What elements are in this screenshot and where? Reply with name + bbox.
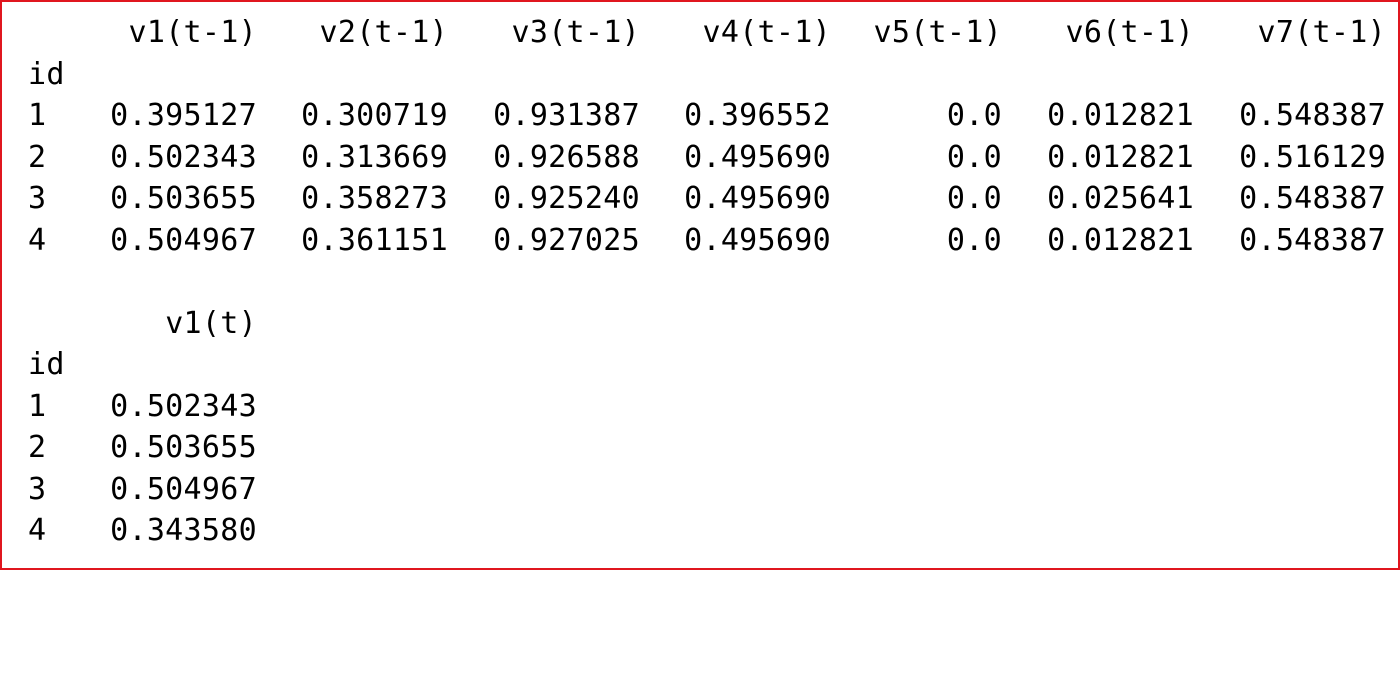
table1-index-name-row — [28, 54, 1390, 96]
table1-header-row — [28, 12, 1390, 54]
table-cell: 0.396552 — [684, 98, 831, 133]
row-index: 1 — [28, 98, 47, 133]
table-cell: 0.931387 — [493, 98, 640, 133]
table-cell: 0.548387 — [1239, 98, 1386, 133]
row-index: 3 — [28, 181, 47, 216]
table-separator — [28, 261, 1390, 303]
column-header: v4(t-1) — [702, 15, 831, 50]
table-cell: 0.548387 — [1239, 181, 1386, 216]
table2-header-row — [28, 303, 1390, 345]
column-header: v5(t-1) — [873, 15, 1002, 50]
table-cell: 0.927025 — [493, 222, 640, 258]
table-cell: 0.358273 — [301, 181, 448, 216]
table-cell: 0.012821 — [1047, 139, 1194, 175]
table2-index-name-row — [28, 344, 1390, 386]
table-row — [28, 220, 1390, 262]
table-row — [28, 178, 1390, 220]
table-cell: 0.504967 — [110, 471, 257, 507]
table-cell: 0.548387 — [1239, 222, 1386, 258]
table-row — [28, 469, 1390, 511]
table-cell: 0.504967 — [110, 222, 257, 258]
table-cell: 0.012821 — [1047, 222, 1194, 258]
table-cell: 0.0 — [946, 222, 1002, 258]
table-cell: 0.502343 — [110, 388, 257, 424]
table-row — [28, 95, 1390, 137]
column-header: v7(t-1) — [1257, 15, 1386, 50]
column-header: v3(t-1) — [511, 15, 640, 50]
table-cell: 0.495690 — [684, 181, 831, 216]
table-cell: 0.503655 — [110, 181, 257, 216]
table-cell: 0.313669 — [301, 139, 448, 175]
table-cell: 0.502343 — [110, 139, 257, 175]
dataframe-output — [28, 12, 1390, 552]
column-header: v1(t-1) — [128, 15, 257, 50]
table-row — [28, 510, 1390, 552]
column-header: v2(t-1) — [319, 15, 448, 50]
table-cell: 0.0 — [946, 181, 1002, 216]
table-cell: 0.516129 — [1239, 139, 1386, 175]
row-index: 4 — [28, 222, 47, 258]
table-row — [28, 427, 1390, 469]
row-index: 2 — [28, 430, 47, 465]
table-cell: 0.025641 — [1047, 181, 1194, 216]
index-name: id — [28, 56, 65, 92]
table-row — [28, 137, 1390, 179]
table-cell: 0.0 — [946, 139, 1002, 175]
table-row — [28, 386, 1390, 428]
table-cell: 0.0 — [946, 98, 1002, 133]
table-cell: 0.395127 — [110, 98, 257, 133]
row-index: 1 — [28, 388, 47, 424]
table-cell: 0.495690 — [684, 222, 831, 258]
index-name: id — [28, 347, 65, 382]
table-cell: 0.925240 — [493, 181, 640, 216]
row-index: 4 — [28, 513, 47, 548]
table-cell: 0.300719 — [301, 98, 448, 133]
table-cell: 0.361151 — [301, 222, 448, 258]
column-header: v6(t-1) — [1065, 15, 1194, 50]
table-cell: 0.012821 — [1047, 98, 1194, 133]
column-header: v1(t) — [165, 305, 257, 341]
table-cell: 0.495690 — [684, 139, 831, 175]
row-index: 3 — [28, 471, 47, 507]
table-cell: 0.926588 — [493, 139, 640, 175]
row-index: 2 — [28, 139, 47, 175]
table-cell: 0.343580 — [110, 513, 257, 548]
table-cell: 0.503655 — [110, 430, 257, 465]
